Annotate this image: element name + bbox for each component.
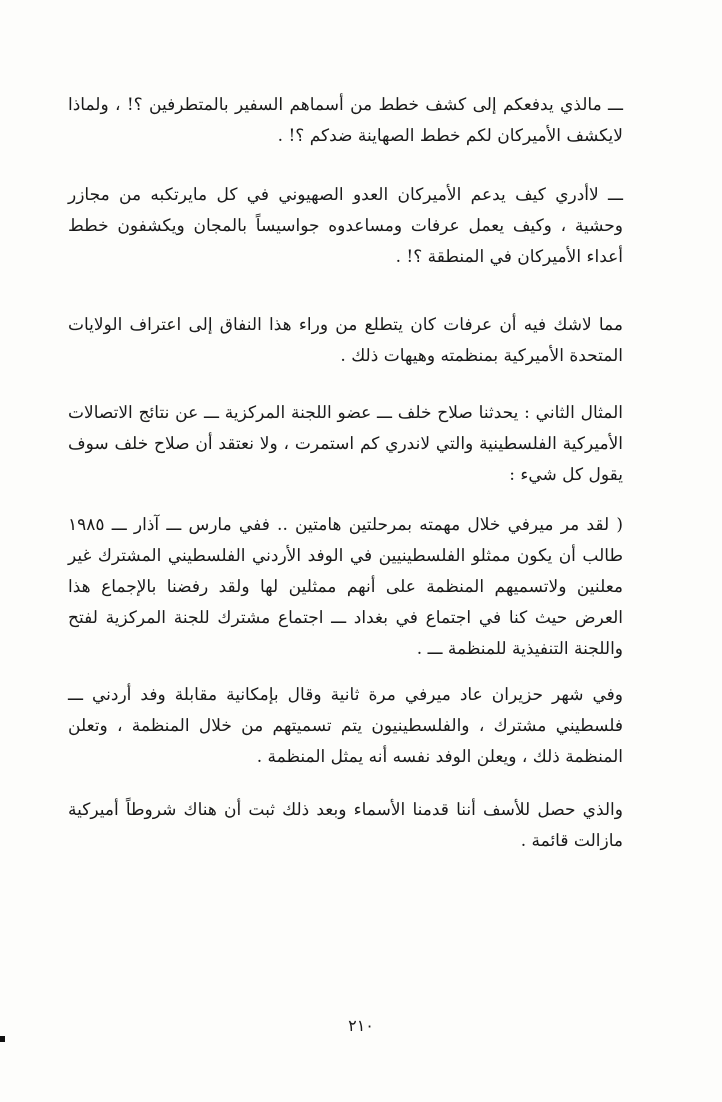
paragraph-6: وفي شهر حزيران عاد ميرفي مرة ثانية وقال بإمكانية مقابلة وفد أردني ـــ فلسطيني مشترك ، والفلسطينيون يتم تسميتهم من خلال المنظمة ، وتعلن المنظمة ذلك ، ويعلن الوفد نفسه أنه يمثل المنظمة .	[68, 685, 623, 767]
paragraph-5: ( لقد مر ميرفي خلال مهمته بمرحلتين هامتين .. ففي مارس ـــ آذار ـــ ١٩٨٥ طالب أن يكون ممثلو الفلسطينيين في الوفد الأردني الفلسطيني المشترك غير معلنين ولاتسميهم المنظمة على أنهم ممثلين لها ولقد رفضنا بالإجماع هذا العرض حيث كنا في اجتماع في بغداد ـــ اجتماع مشترك للجنة المركزية لفتح واللجنة التنفيذية للمنظمة ـــ .	[68, 515, 623, 659]
page-number: ٢١٠	[348, 1016, 374, 1035]
paragraph-2: ـــ لاأدري كيف يدعم الأميركان العدو الصهيوني في كل مايرتكبه من مجازر وحشية ، وكيف يعمل عرفات ومساعدوه جواسيساً بالمجان ويكشفون خطط أعداء الأميركان في المنطقة ؟! .	[68, 185, 623, 267]
paragraph-3: مما لاشك فيه أن عرفات كان يتطلع من وراء هذا النفاق إلى اعتراف الولايات المتحدة الأميركية بمنظمته وهيهات ذلك .	[68, 315, 623, 366]
paragraph-1: ـــ مالذي يدفعكم إلى كشف خطط من أسماهم السفير بالمتطرفين ؟! ، ولماذا لايكشف الأميركان لكم خطط الصهاينة ضدكم ؟! .	[68, 95, 623, 146]
scan-mark	[0, 1036, 5, 1042]
paragraph-7: والذي حصل للأسف أننا قدمنا الأسماء وبعد ذلك ثبت أن هناك شروطاً أميركية مازالت قائمة .	[68, 800, 623, 851]
paragraph-4: المثال الثاني : يحدثنا صلاح خلف ـــ عضو اللجنة المركزية ـــ عن نتائج الاتصالات الأميركية الفلسطينية والتي لاندري كم استمرت ، ولا نعتقد أن صلاح خلف سوف يقول كل شيء :	[68, 403, 623, 485]
